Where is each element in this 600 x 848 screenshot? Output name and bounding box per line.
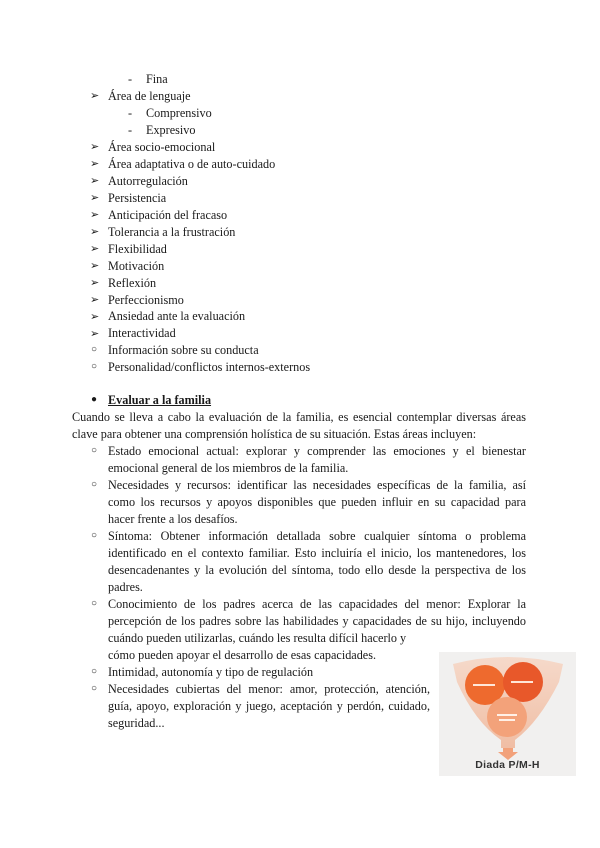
list-item: Perfeccionismo (108, 293, 184, 307)
figure-caption: Diada P/M-H (475, 759, 540, 771)
circle-bullet-icon: ○ (91, 361, 98, 372)
circle-bullet-icon: ○ (91, 666, 98, 677)
list-item: Área socio-emocional (108, 140, 216, 154)
list-item: Tolerancia a la frustración (108, 225, 236, 239)
bullet-conocimiento-line: percepción de los padres sobre las habilidades y capacidades de su hijo, incluyendo (108, 614, 526, 628)
bullet-conocimiento-line: cuándo pueden utilizarlas, cuándo les resulta difícil hacerlo y (108, 631, 407, 645)
bullet-cubiertas-line: seguridad... (108, 716, 165, 730)
circle-bullet-icon: ○ (91, 598, 98, 609)
bullet-sintoma-line: identificado en el contexto familiar. Esto incluiría el inicio, los mantenedores, los (108, 546, 526, 560)
circle-bullet-icon: ○ (91, 479, 98, 490)
circle-bullet-icon: ○ (91, 530, 98, 541)
arrow-bullet-icon: ➢ (90, 311, 100, 323)
list-item: Interactividad (108, 326, 176, 340)
arrow-bullet-icon: ➢ (90, 209, 100, 221)
list-item: Ansiedad ante la evaluación (108, 309, 246, 323)
bullet-necesidades-line: Necesidades y recursos: identificar las necesidades específicas de la familia, así (108, 478, 526, 492)
bullet-emocional-line: Estado emocional actual: explorar y comprender las emociones y el bienestar (108, 444, 526, 458)
list-item: Flexibilidad (108, 242, 167, 256)
arrow-bullet-icon: ➢ (90, 158, 100, 170)
bullet-conocimiento-line: Conocimiento de los padres acerca de las capacidades del menor: Explorar la (108, 597, 526, 611)
arrow-bullet-icon: ➢ (90, 175, 100, 187)
list-item: Motivación (108, 259, 165, 273)
diada-funnel-figure (439, 652, 576, 776)
list-item: Autorregulación (108, 174, 188, 188)
intro-line-2: clave para obtener una comprensión holística de su situación. Estas áreas incluyen: (72, 427, 477, 441)
section-heading: Evaluar a la familia (108, 393, 212, 407)
list-item: Reflexión (108, 276, 157, 290)
bullet-emocional-line: emocional general de los miembros de la familia. (108, 461, 349, 475)
list-item-comprensivo: Comprensivo (146, 106, 212, 120)
funnel-text-mark (499, 719, 515, 721)
circle-bullet-icon: ○ (91, 344, 98, 355)
funnel-circle-bottom (487, 697, 527, 737)
funnel-diagram (439, 652, 576, 776)
dash-marker: - (128, 72, 133, 86)
list-item: Anticipación del fracaso (108, 208, 228, 222)
bullet-sintoma-line: padres. (108, 580, 143, 594)
bullet-sintoma-line: desencadenantes y la evolución del síntoma, todo ello desde la perspectiva de los (108, 563, 526, 577)
bullet-cubiertas-line: guía, apoyo, exploración y juego, aceptación y perdón, cuidado, (108, 699, 430, 713)
arrow-bullet-icon: ➢ (90, 260, 100, 272)
list-item: Área adaptativa o de auto-cuidado (108, 157, 276, 171)
bullet-intimidad-line: Intimidad, autonomía y tipo de regulación (108, 665, 314, 679)
filled-bullet-icon: ● (91, 394, 98, 405)
arrow-bullet-icon: ➢ (90, 90, 100, 102)
bullet-conocimiento-line: cómo pueden apoyar el desarrollo de esas capacidades. (108, 648, 377, 662)
arrow-bullet-icon: ➢ (90, 328, 100, 340)
arrow-bullet-icon: ➢ (90, 294, 100, 306)
funnel-text-mark (473, 684, 495, 686)
intro-line-1: Cuando se lleva a cabo la evaluación de la familia, es esencial contemplar diversas áreas (72, 410, 526, 424)
circle-bullet-icon: ○ (91, 445, 98, 456)
dash-marker: - (128, 123, 133, 137)
list-item-personalidad: Personalidad/conflictos internos-externos (108, 360, 311, 374)
circle-bullet-icon: ○ (91, 683, 98, 694)
bullet-necesidades-line: hacer frente a los desafíos. (108, 512, 238, 526)
arrow-bullet-icon: ➢ (90, 141, 100, 153)
bullet-sintoma-line: Síntoma: Obtener información detallada sobre cualquier síntoma o problema (108, 529, 526, 543)
bullet-necesidades-line: como los recursos y apoyos disponibles que pueden influir en su capacidad para (108, 495, 526, 509)
list-item-fina: Fina (146, 72, 168, 86)
arrow-bullet-icon: ➢ (90, 243, 100, 255)
funnel-text-mark (497, 714, 517, 716)
list-item-conducta: Información sobre su conducta (108, 343, 259, 357)
dash-marker: - (128, 106, 133, 120)
arrow-bullet-icon: ➢ (90, 192, 100, 204)
arrow-bullet-icon: ➢ (90, 226, 100, 238)
list-item: Persistencia (108, 191, 167, 205)
funnel-text-mark (511, 681, 533, 683)
bullet-cubiertas-line: Necesidades cubiertas del menor: amor, protección, atención, (108, 682, 430, 696)
list-item-expresivo: Expresivo (146, 123, 196, 137)
arrow-bullet-icon: ➢ (90, 277, 100, 289)
list-item-lenguaje: Área de lenguaje (108, 89, 191, 103)
